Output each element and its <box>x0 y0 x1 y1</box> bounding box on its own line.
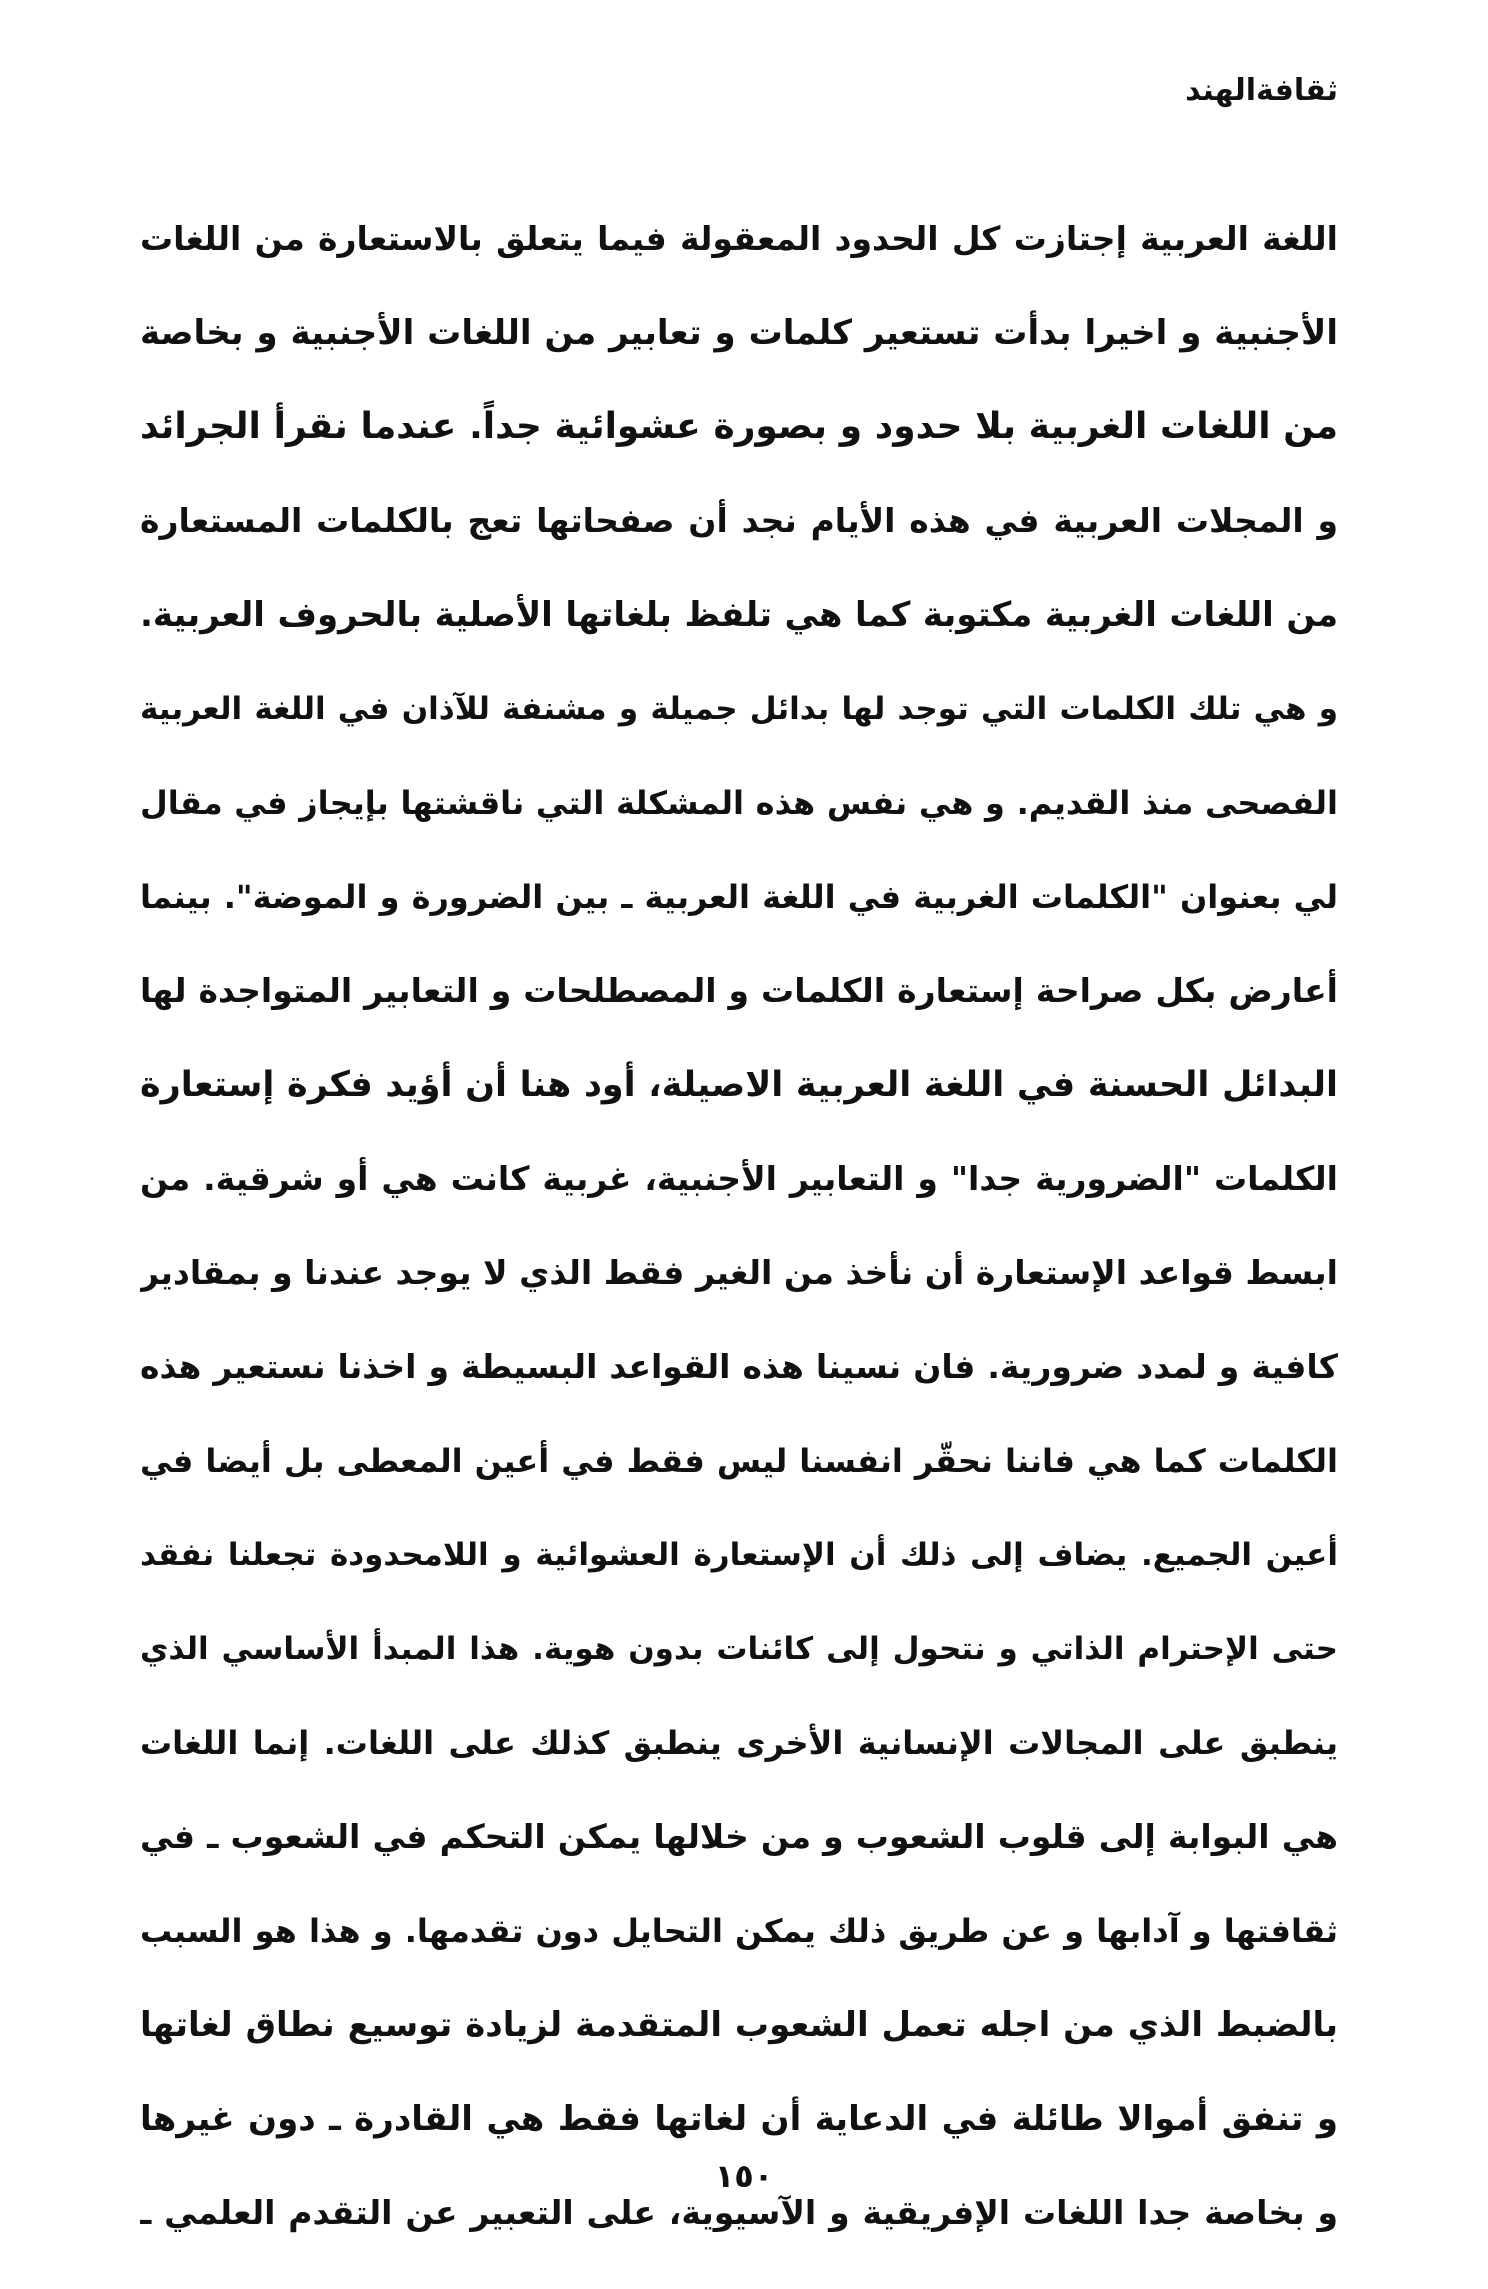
body-text <box>140 192 1338 2260</box>
page-number: ١٥٠ <box>714 2157 774 2195</box>
text-line: و تنفق أموالا طائلة في الدعاية أن لغاتها فقط هي القادرة ـ دون غيرها <box>140 2099 1338 2139</box>
text-line: ينطبق على المجالات الإنسانية الأخرى ينطبق كذلك على اللغات. إنما اللغات <box>140 1724 1338 1762</box>
text-line: و هي تلك الكلمات التي توجد لها بدائل جميلة و مشنفة للآذان في اللغة العربية <box>140 691 1338 727</box>
text-line: الكلمات كما هي فاننا نحقّر انفسنا ليس فقط في أعين المعطى بل أيضا في <box>140 1442 1338 1480</box>
text-line: لي بعنوان "الكلمات الغربية في اللغة العربية ـ بين الضرورة و الموضة". بينما <box>140 878 1338 916</box>
text-line: أعارض بكل صراحة إستعارة الكلمات و المصطلحات و التعابير المتواجدة لها <box>140 971 1338 1010</box>
text-line: ابسط قواعد الإستعارة أن نأخذ من الغير فقط الذي لا يوجد عندنا و بمقادير <box>140 1253 1338 1292</box>
text-line: من اللغات الغربية مكتوبة كما هي تلفظ بلغاتها الأصلية بالحروف العربية. <box>140 595 1338 635</box>
text-line: حتى الإحترام الذاتي و نتحول إلى كائنات بدون هوية. هذا المبدأ الأساسي الذي <box>140 1631 1338 1667</box>
text-line: من اللغات الغربية بلا حدود و بصورة عشوائية جداً. عندما نقرأ الجرائد <box>140 406 1338 447</box>
text-line: أعين الجميع. يضاف إلى ذلك أن الإستعارة العشوائية و اللامحدودة تجعلنا نفقد <box>140 1537 1338 1573</box>
text-line: الكلمات "الضرورية جدا" و التعابير الأجنبية، غربية كانت هي أو شرقية. من <box>140 1159 1338 1198</box>
text-line: و بخاصة جدا اللغات الإفريقية و الآسيوية، على التعبير عن التقدم العلمي ـ <box>140 2193 1338 2232</box>
text-line: ثقافتها و آدابها و عن طريق ذلك يمكن التحايل دون تقدمها. و هذا هو السبب <box>140 1912 1338 1950</box>
text-line: الأجنبية و اخيرا بدأت تستعير كلمات و تعابير من اللغات الأجنبية و بخاصة <box>140 313 1338 353</box>
running-title: ثقافةالهند <box>1185 73 1338 108</box>
text-line: و المجلات العربية في هذه الأيام نجد أن صفحاتها تعج بالكلمات المستعارة <box>140 501 1338 540</box>
text-line: اللغة العربية إجتازت كل الحدود المعقولة فيما يتعلق بالاستعارة من اللغات <box>140 219 1338 258</box>
text-line: كافية و لمدد ضرورية. فان نسينا هذه القواعد البسيطة و اخذنا نستعير هذه <box>140 1347 1338 1386</box>
text-line: الفصحى منذ القديم. و هي نفس هذه المشكلة التي ناقشتها بإيجاز في مقال <box>140 784 1338 822</box>
text-line: البدائل الحسنة في اللغة العربية الاصيلة، أود هنا أن أؤيد فكرة إستعارة <box>140 1065 1338 1105</box>
text-line: بالضبط الذي من اجله تعمل الشعوب المتقدمة لزيادة توسيع نطاق لغاتها <box>140 2005 1338 2045</box>
text-line: هي البوابة إلى قلوب الشعوب و من خلالها يمكن التحكم في الشعوب ـ في <box>140 1817 1338 1856</box>
